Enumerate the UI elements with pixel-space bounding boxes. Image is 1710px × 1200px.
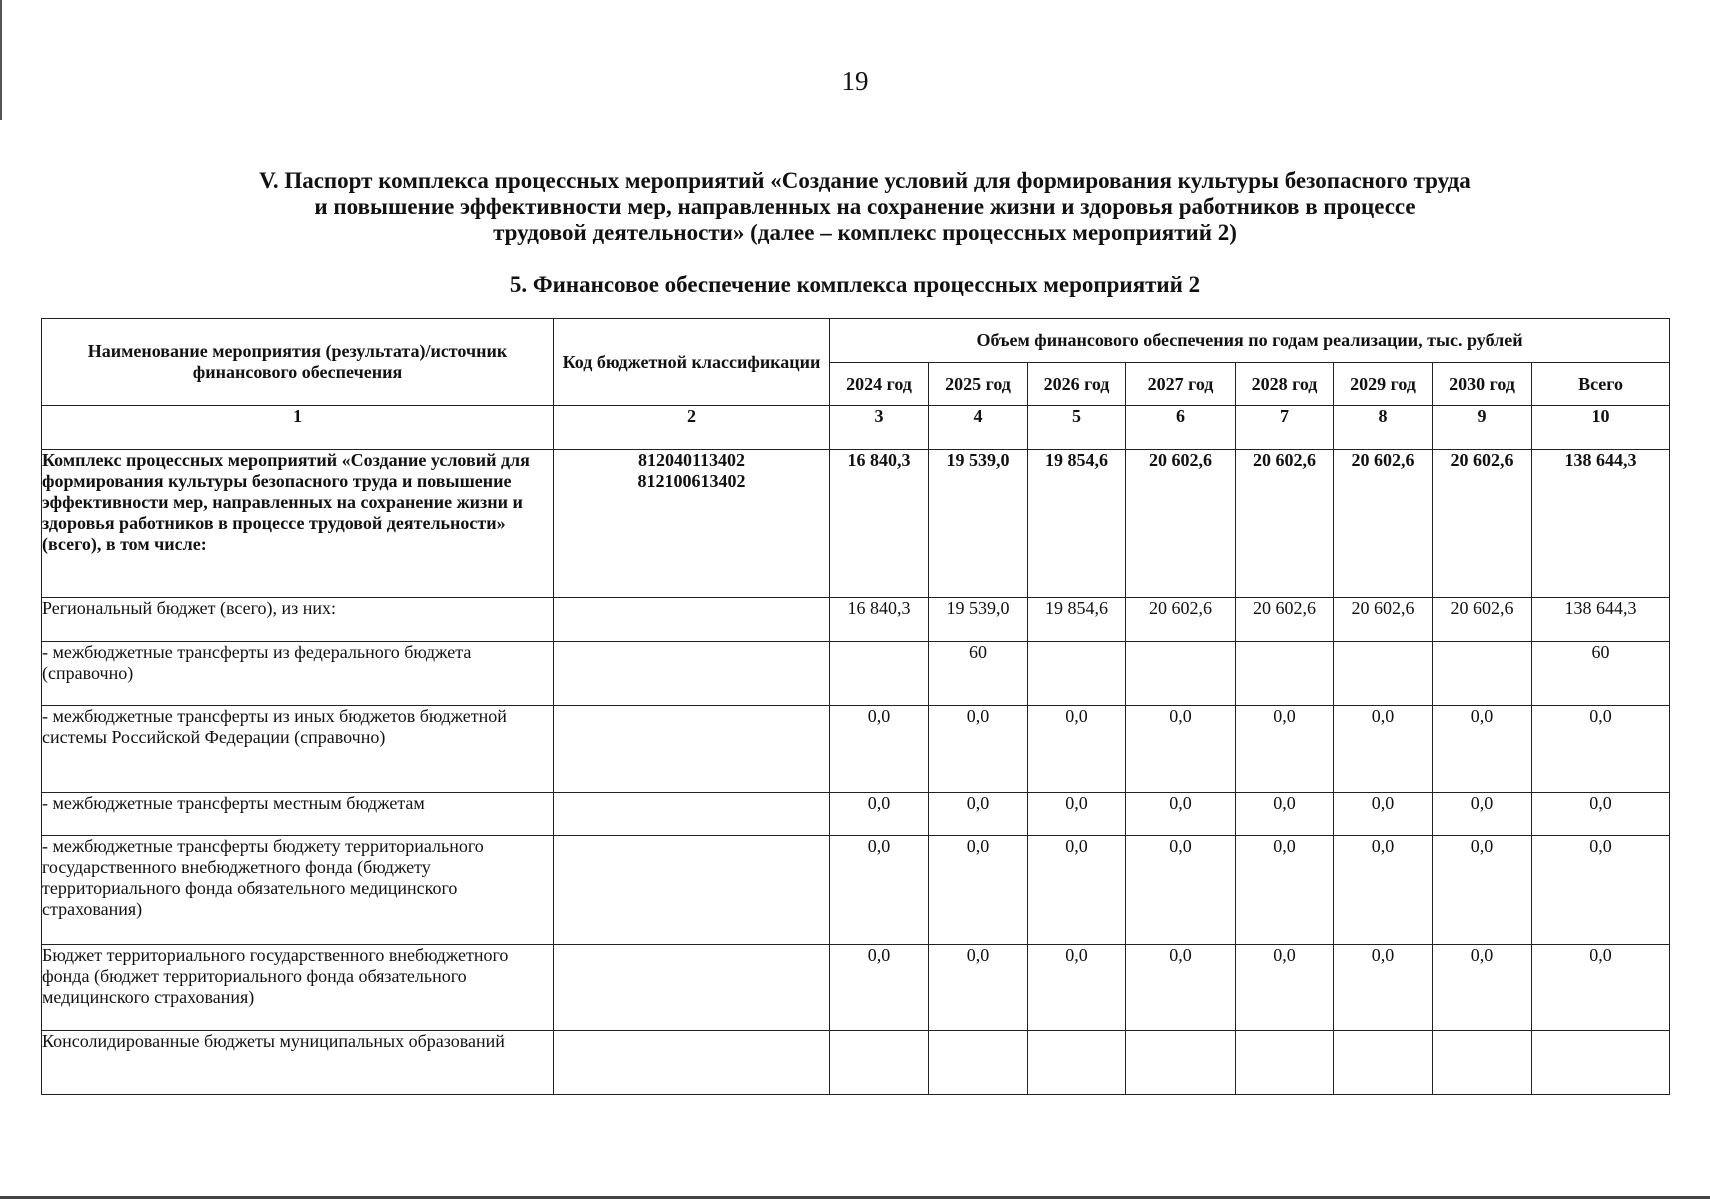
document-title <box>130 168 1600 246</box>
column-number: 5 <box>1028 406 1126 450</box>
row-value: 20 602,6 <box>1236 450 1334 598</box>
row-value: 0,0 <box>1028 945 1126 1031</box>
row-value: 0,0 <box>1532 793 1670 836</box>
row-value <box>1334 1031 1433 1095</box>
row-value <box>1236 642 1334 706</box>
row-value: 20 602,6 <box>1433 450 1532 598</box>
row-value: 19 539,0 <box>929 598 1028 642</box>
row-value: 0,0 <box>1236 836 1334 945</box>
row-value: 0,0 <box>929 793 1028 836</box>
header-year: 2024 год <box>830 363 929 406</box>
header-year: 2026 год <box>1028 363 1126 406</box>
row-value: 0,0 <box>1334 945 1433 1031</box>
row-value <box>1126 1031 1236 1095</box>
row-value: 0,0 <box>1532 836 1670 945</box>
column-number: 1 <box>42 406 554 450</box>
row-value: 20 602,6 <box>1433 598 1532 642</box>
row-value: 0,0 <box>1433 945 1532 1031</box>
row-value: 0,0 <box>830 836 929 945</box>
row-kbk <box>554 793 830 836</box>
row-value: 20 602,6 <box>1334 450 1433 598</box>
row-value: 0,0 <box>1126 945 1236 1031</box>
row-value: 0,0 <box>1028 793 1126 836</box>
row-value <box>1532 1031 1670 1095</box>
row-value: 0,0 <box>830 945 929 1031</box>
header-year: 2025 год <box>929 363 1028 406</box>
row-name: Комплекс процессных мероприятий «Создание условий для формирования культуры безопасного труда и повышение эффективности мер, направленных на сохранение жизни и здоровья работников в процессе трудовой деятельности» (всего), в том числе: <box>42 450 554 598</box>
row-value: 0,0 <box>1028 706 1126 793</box>
header-year: 2027 год <box>1126 363 1236 406</box>
column-number: 3 <box>830 406 929 450</box>
row-value <box>1028 642 1126 706</box>
row-value <box>1028 1031 1126 1095</box>
document-title-line: и повышение эффективности мер, направленных на сохранение жизни и здоровья работников в процессе <box>314 194 1416 219</box>
row-value: 0,0 <box>1236 706 1334 793</box>
row-value <box>1126 642 1236 706</box>
table-row <box>42 1031 1670 1095</box>
row-value: 20 602,6 <box>1334 598 1433 642</box>
document-title-line: V. Паспорт комплекса процессных мероприятий «Создание условий для формирования культуры безопасного труда <box>259 168 1471 193</box>
row-value: 0,0 <box>1236 945 1334 1031</box>
section-title: 5. Финансовое обеспечение комплекса процессных мероприятий 2 <box>509 272 1201 297</box>
column-number-row <box>42 406 1670 450</box>
row-value: 0,0 <box>1126 793 1236 836</box>
row-value <box>830 1031 929 1095</box>
header-year: 2029 год <box>1334 363 1433 406</box>
row-value: 19 854,6 <box>1028 450 1126 598</box>
kbk-code: 812040113402 <box>637 450 745 470</box>
table-row <box>42 706 1670 793</box>
row-value: 0,0 <box>1334 706 1433 793</box>
table-row <box>42 945 1670 1031</box>
row-value: 0,0 <box>1532 706 1670 793</box>
row-name: - межбюджетные трансферты местным бюджетам <box>42 793 554 836</box>
row-name: Бюджет территориального государственного внебюджетного фонда (бюджет территориального фонда обязательного медицинского страхования) <box>42 945 554 1031</box>
row-value: 0,0 <box>1126 706 1236 793</box>
row-value <box>1433 1031 1532 1095</box>
row-value: 0,0 <box>1236 793 1334 836</box>
row-value: 0,0 <box>830 793 929 836</box>
row-kbk <box>554 945 830 1031</box>
row-value <box>1334 642 1433 706</box>
column-number: 2 <box>554 406 830 450</box>
row-value: 0,0 <box>1028 836 1126 945</box>
row-value: 0,0 <box>1433 793 1532 836</box>
row-kbk <box>554 642 830 706</box>
header-name-column: Наименование мероприятия (результата)/источник финансового обеспечения <box>42 319 554 406</box>
row-name: - межбюджетные трансферты бюджету территориального государственного внебюджетного фонда (бюджету территориального фонда обязательного медицинского страхования) <box>42 836 554 945</box>
column-number: 7 <box>1236 406 1334 450</box>
table-row <box>42 642 1670 706</box>
scan-edge-bottom <box>0 1196 1710 1199</box>
row-value: 0,0 <box>1334 793 1433 836</box>
header-total: Всего <box>1532 363 1670 406</box>
row-value: 60 <box>1532 642 1670 706</box>
row-value: 16 840,3 <box>830 598 929 642</box>
row-value: 138 644,3 <box>1532 598 1670 642</box>
row-name: - межбюджетные трансферты из федерального бюджета (справочно) <box>42 642 554 706</box>
row-value: 0,0 <box>1126 836 1236 945</box>
column-number: 6 <box>1126 406 1236 450</box>
row-value <box>929 1031 1028 1095</box>
row-value <box>1433 642 1532 706</box>
row-kbk <box>554 598 830 642</box>
header-year: 2028 год <box>1236 363 1334 406</box>
column-number: 9 <box>1433 406 1532 450</box>
row-kbk <box>554 1031 830 1095</box>
row-value: 20 602,6 <box>1236 598 1334 642</box>
row-name: Региональный бюджет (всего), из них: <box>42 598 554 642</box>
header-year: 2030 год <box>1433 363 1532 406</box>
row-value: 16 840,3 <box>830 450 929 598</box>
row-value <box>1236 1031 1334 1095</box>
column-number: 10 <box>1532 406 1670 450</box>
row-value: 0,0 <box>929 706 1028 793</box>
row-kbk <box>554 450 830 598</box>
row-value: 0,0 <box>1433 836 1532 945</box>
row-value: 19 539,0 <box>929 450 1028 598</box>
table-row <box>42 836 1670 945</box>
row-value: 0,0 <box>830 706 929 793</box>
row-value: 20 602,6 <box>1126 450 1236 598</box>
row-value: 60 <box>929 642 1028 706</box>
row-value: 0,0 <box>929 836 1028 945</box>
row-value: 20 602,6 <box>1126 598 1236 642</box>
column-number: 4 <box>929 406 1028 450</box>
row-value: 138 644,3 <box>1532 450 1670 598</box>
table-row <box>42 450 1670 598</box>
row-value: 0,0 <box>1334 836 1433 945</box>
row-name: Консолидированные бюджеты муниципальных образований <box>42 1031 554 1095</box>
row-kbk <box>554 836 830 945</box>
row-value: 19 854,6 <box>1028 598 1126 642</box>
table-row <box>42 793 1670 836</box>
row-value: 0,0 <box>1433 706 1532 793</box>
row-kbk <box>554 706 830 793</box>
scan-edge-left <box>0 0 2 120</box>
page-number: 19 <box>841 66 869 96</box>
document-title-line: трудовой деятельности» (далее – комплекс процессных мероприятий 2) <box>493 220 1237 245</box>
kbk-code: 812100613402 <box>637 471 746 491</box>
header-kbk-column: Код бюджетной классификации <box>554 319 830 406</box>
column-number: 8 <box>1334 406 1433 450</box>
row-value <box>830 642 929 706</box>
financing-table <box>41 318 1670 1095</box>
row-value: 0,0 <box>929 945 1028 1031</box>
row-name: - межбюджетные трансферты из иных бюджетов бюджетной системы Российской Федерации (справочно) <box>42 706 554 793</box>
table-row <box>42 598 1670 642</box>
header-financing-group: Объем финансового обеспечения по годам реализации, тыс. рублей <box>830 319 1670 363</box>
row-value: 0,0 <box>1532 945 1670 1031</box>
